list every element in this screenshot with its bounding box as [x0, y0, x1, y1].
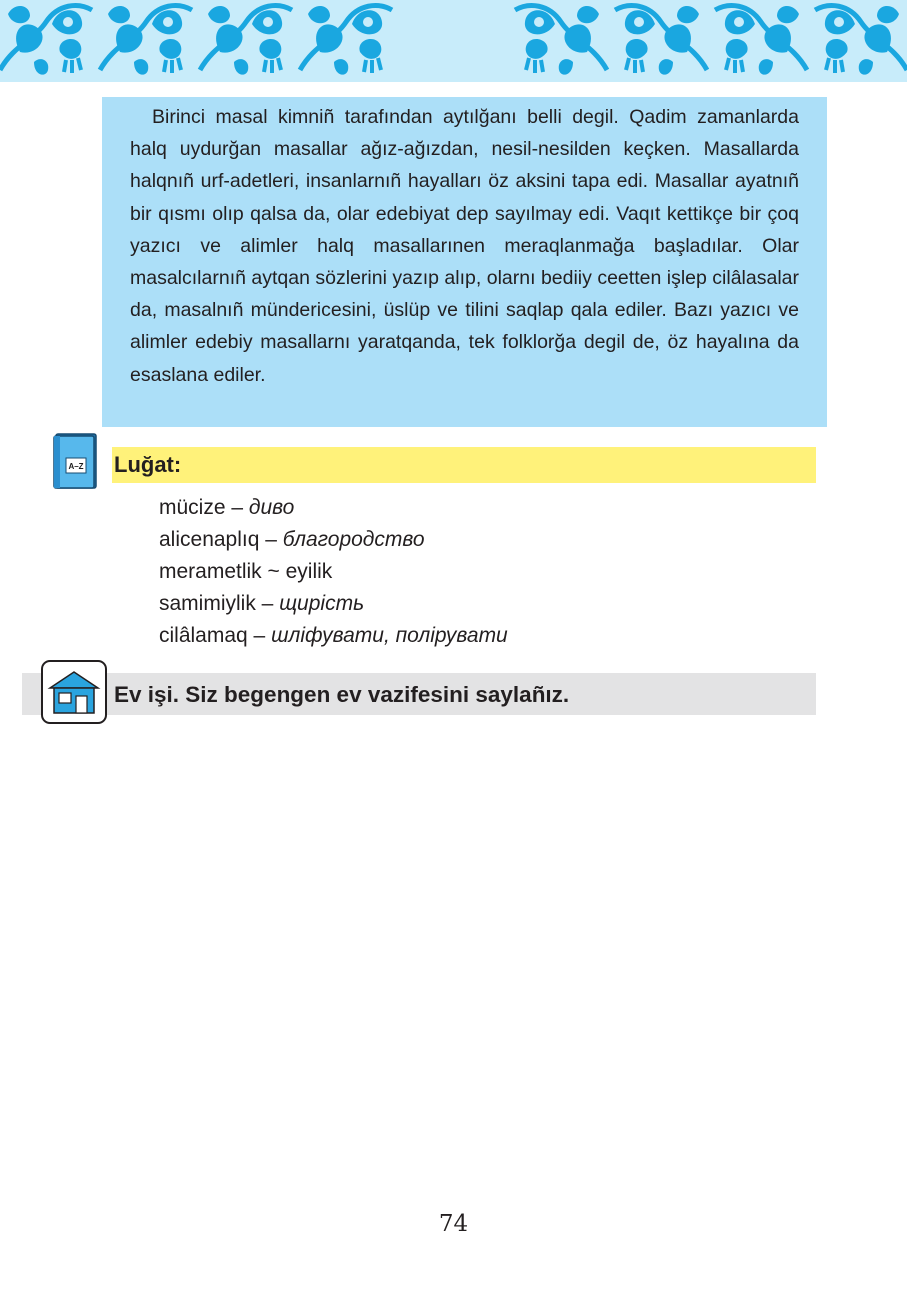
- floral-ornament-icon: [0, 0, 907, 82]
- vocab-translation: eyilik: [285, 560, 333, 583]
- vocab-term: cilâlamaq: [159, 624, 248, 647]
- floral-banner: [0, 0, 907, 82]
- info-paragraph: Birinci masal kimniñ tarafından aytılğanı belli degil. Qadim zamanlarda halq uydurğan masallar ağız-ağızdan, nesil-nesilden keçken. Masallarda halqnıñ urf-adetleri, insanlarnıñ hayalları öz aksini tapa edi. Masallar ayatnıñ bir qısmı olıp qalsa da, olar edebiyat dep sayılmay edi. Vaqıt kettikçe bir çoq yazıcı ve alimler halq masallarınen meraqlanmağa başladılar. Olar masalcılarnıñ aytqan sözlerini yazıp alıp, olarnı bediiy ceetten işlep cilâlasalar da, masalnıñ mündericesini, üslüp ve tilini saqlap qala ediler. Bazı yazıcı ve alimler edebiy masallarnı yaratqanda, tek folklorğa degil de, öz hayalına da esaslana ediler.: [130, 106, 799, 386]
- vocab-translation: щирість: [279, 592, 365, 615]
- vocab-item: [159, 524, 508, 556]
- vocab-separator: –: [247, 624, 272, 647]
- info-box: [102, 97, 827, 427]
- dictionary-title: Luğat:: [114, 452, 182, 477]
- page-number: 74: [438, 1211, 469, 1237]
- vocab-separator: –: [259, 528, 283, 551]
- vocab-term: mücize: [159, 496, 226, 519]
- vocabulary-list: [159, 492, 508, 652]
- vocab-item: [159, 588, 508, 620]
- vocab-translation: благородство: [282, 528, 425, 551]
- vocab-separator: –: [225, 496, 249, 519]
- dictionary-book-icon: [50, 432, 98, 490]
- vocab-term: samimiylik: [159, 592, 256, 615]
- vocab-translation: диво: [248, 496, 295, 519]
- vocab-term: alicenaplıq: [159, 528, 260, 551]
- vocab-item: [159, 556, 508, 588]
- vocab-translation: шліфувати, полірувати: [271, 624, 508, 647]
- vocab-separator: ~: [261, 560, 286, 583]
- dictionary-header-bar: [112, 447, 816, 483]
- vocab-term: merametlik: [159, 560, 262, 583]
- homework-title: Ev işi. Siz begengen ev vazifesini saylañız.: [114, 682, 570, 707]
- vocab-separator: –: [255, 592, 280, 615]
- vocab-item: [159, 492, 508, 524]
- vocab-item: [159, 620, 508, 652]
- house-icon: [41, 660, 107, 762]
- dictionary-icon-label: A–Z: [68, 462, 84, 471]
